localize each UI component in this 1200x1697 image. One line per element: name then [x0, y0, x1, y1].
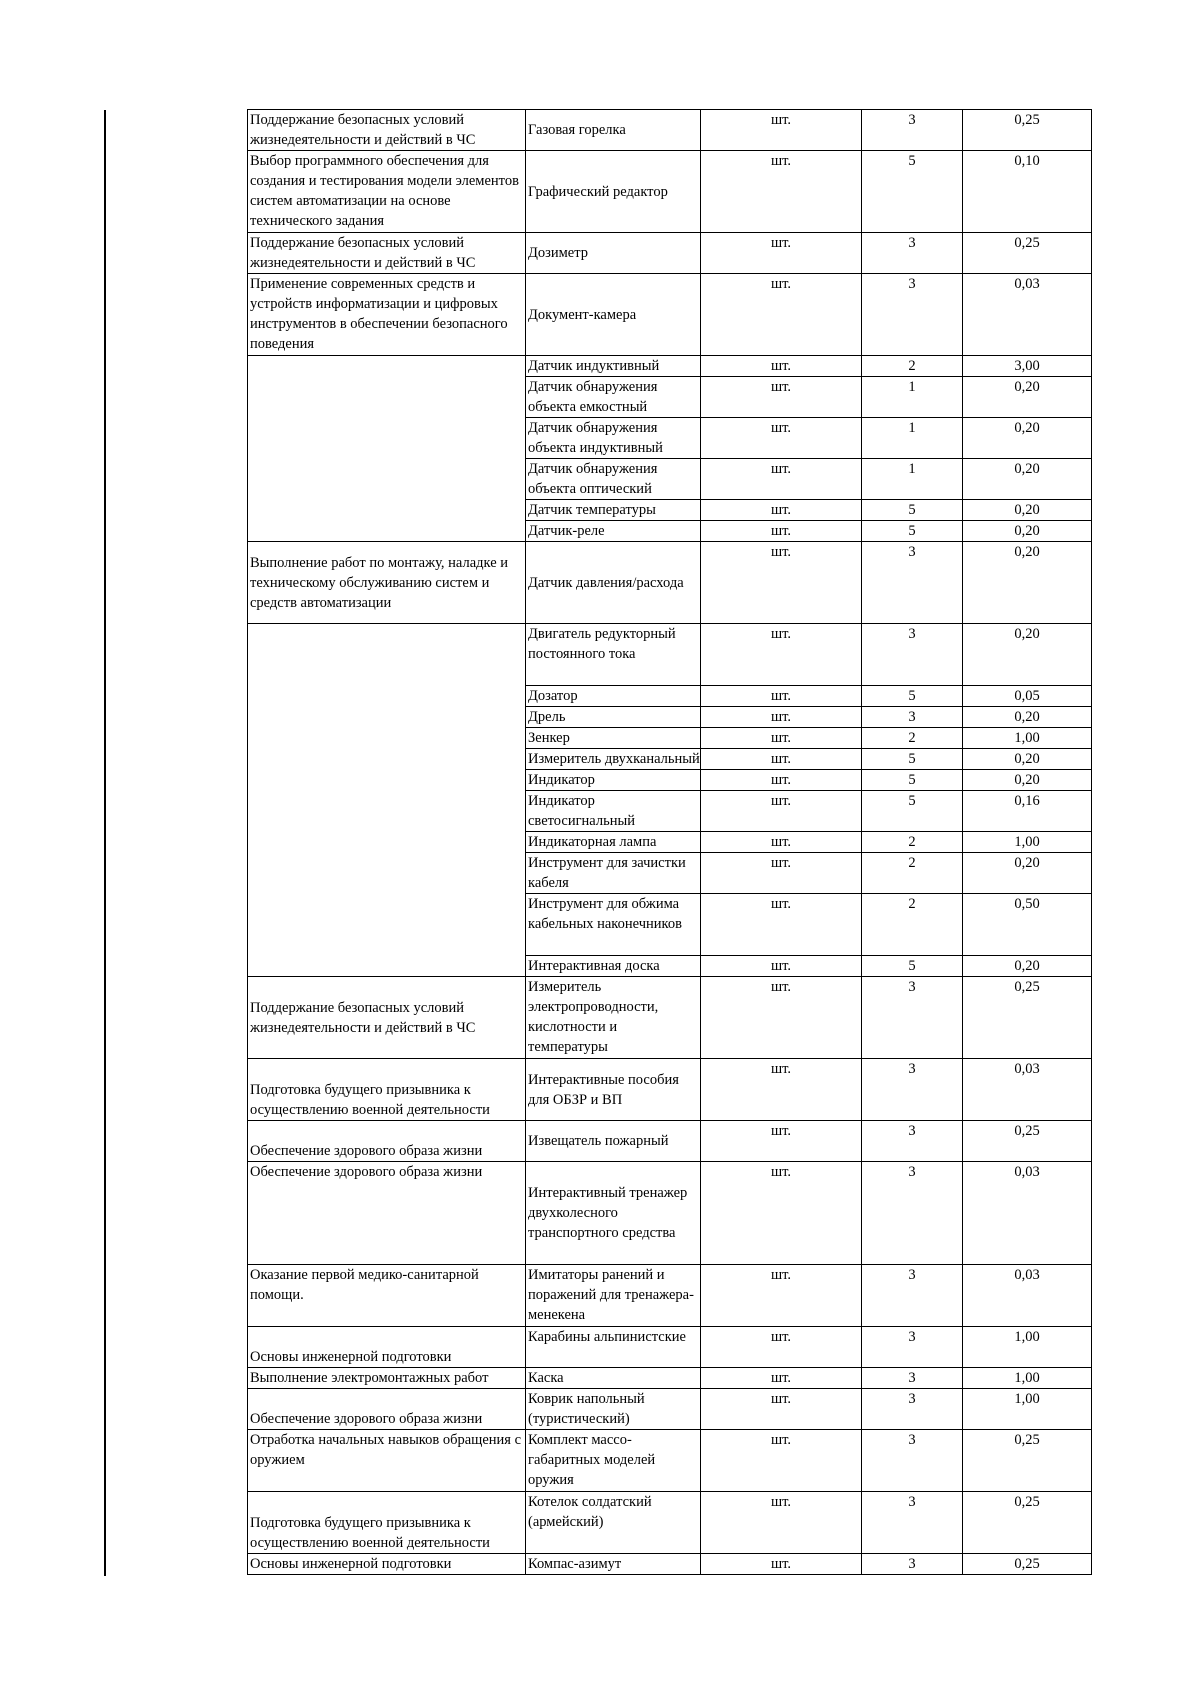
norm-cell: 0,20	[963, 770, 1092, 791]
unit-cell: шт.	[701, 791, 862, 832]
qty-cell: 3	[862, 707, 963, 728]
qty-cell: 3	[862, 1368, 963, 1389]
item-cell: Датчик обнаружения объекта емкостный	[526, 377, 701, 418]
item-cell: Индикатор светосигнальный	[526, 791, 701, 832]
item-cell: Датчик обнаружения объекта оптический	[526, 459, 701, 500]
item-cell: Карабины альпинистские	[526, 1327, 701, 1368]
table-row	[248, 1327, 1092, 1368]
activity-cell: Обеспечение здорового образа жизни	[248, 1162, 526, 1265]
equipment-table	[247, 109, 1092, 1575]
unit-cell: шт.	[701, 1554, 862, 1575]
qty-cell: 3	[862, 233, 963, 274]
table-row	[248, 274, 1092, 356]
unit-cell: шт.	[701, 770, 862, 791]
qty-cell: 3	[862, 1492, 963, 1554]
item-cell: Дозатор	[526, 686, 701, 707]
qty-cell: 3	[862, 1121, 963, 1162]
item-cell: Интерактивный тренажер двухколесного транспортного средства	[526, 1162, 701, 1265]
unit-cell: шт.	[701, 356, 862, 377]
item-cell: Измеритель электропроводности, кислотности и температуры	[526, 977, 701, 1059]
item-cell: Датчик давления/расхода	[526, 542, 701, 624]
norm-cell: 0,16	[963, 791, 1092, 832]
unit-cell: шт.	[701, 707, 862, 728]
norm-cell: 0,20	[963, 377, 1092, 418]
unit-cell: шт.	[701, 728, 862, 749]
qty-cell: 3	[862, 1389, 963, 1430]
qty-cell: 3	[862, 977, 963, 1059]
activity-cell: Отработка начальных навыков обращения с оружием	[248, 1430, 526, 1492]
norm-cell: 0,10	[963, 151, 1092, 233]
qty-cell: 1	[862, 418, 963, 459]
qty-cell: 3	[862, 1327, 963, 1368]
qty-cell: 3	[862, 624, 963, 686]
qty-cell: 5	[862, 151, 963, 233]
table-row	[248, 977, 1092, 1059]
norm-cell: 0,03	[963, 1162, 1092, 1265]
activity-cell: Подготовка будущего призывника к осуществлению военной деятельности	[248, 1492, 526, 1554]
qty-cell: 2	[862, 728, 963, 749]
norm-cell: 0,20	[963, 853, 1092, 894]
norm-cell: 0,25	[963, 110, 1092, 151]
item-cell: Инструмент для обжима кабельных наконечников	[526, 894, 701, 956]
unit-cell: шт.	[701, 1265, 862, 1327]
unit-cell: шт.	[701, 977, 862, 1059]
item-cell: Имитаторы ранений и поражений для тренажера-менекена	[526, 1265, 701, 1327]
norm-cell: 0,03	[963, 1265, 1092, 1327]
norm-cell: 0,03	[963, 274, 1092, 356]
qty-cell: 1	[862, 377, 963, 418]
activity-cell: Применение современных средств и устройств информатизации и цифровых инструментов в обеспечении безопасного поведения	[248, 274, 526, 356]
norm-cell: 0,25	[963, 233, 1092, 274]
item-cell: Инструмент для зачистки кабеля	[526, 853, 701, 894]
table-row	[248, 1265, 1092, 1327]
qty-cell: 5	[862, 956, 963, 977]
unit-cell: шт.	[701, 500, 862, 521]
item-cell: Измеритель двухканальный	[526, 749, 701, 770]
norm-cell: 0,20	[963, 542, 1092, 624]
table-row	[248, 1492, 1092, 1554]
item-cell: Извещатель пожарный	[526, 1121, 701, 1162]
activity-cell: Выбор программного обеспечения для создания и тестирования модели элементов систем автоматизации на основе технического задания	[248, 151, 526, 233]
norm-cell: 0,20	[963, 418, 1092, 459]
activity-cell: Основы инженерной подготовки	[248, 1327, 526, 1368]
qty-cell: 2	[862, 894, 963, 956]
norm-cell: 1,00	[963, 832, 1092, 853]
table-row	[248, 1162, 1092, 1265]
unit-cell: шт.	[701, 110, 862, 151]
activity-cell: Оказание первой медико-санитарной помощи.	[248, 1265, 526, 1327]
norm-cell: 0,25	[963, 1121, 1092, 1162]
unit-cell: шт.	[701, 233, 862, 274]
activity-cell: Поддержание безопасных условий жизнедеятельности и действий в ЧС	[248, 110, 526, 151]
qty-cell: 5	[862, 521, 963, 542]
table-row	[248, 542, 1092, 624]
qty-cell: 5	[862, 749, 963, 770]
norm-cell: 0,20	[963, 624, 1092, 686]
unit-cell: шт.	[701, 1327, 862, 1368]
activity-cell: Выполнение электромонтажных работ	[248, 1368, 526, 1389]
activity-cell: Обеспечение здорового образа жизни	[248, 1121, 526, 1162]
norm-cell: 1,00	[963, 1368, 1092, 1389]
unit-cell: шт.	[701, 151, 862, 233]
unit-cell: шт.	[701, 1121, 862, 1162]
item-cell: Интерактивные пособия для ОБЗР и ВП	[526, 1059, 701, 1121]
table-row	[248, 1059, 1092, 1121]
norm-cell: 0,20	[963, 459, 1092, 500]
unit-cell: шт.	[701, 1059, 862, 1121]
norm-cell: 0,20	[963, 707, 1092, 728]
unit-cell: шт.	[701, 894, 862, 956]
norm-cell: 3,00	[963, 356, 1092, 377]
item-cell: Документ-камера	[526, 274, 701, 356]
unit-cell: шт.	[701, 1430, 862, 1492]
norm-cell: 0,50	[963, 894, 1092, 956]
table-row	[248, 1554, 1092, 1575]
unit-cell: шт.	[701, 624, 862, 686]
norm-cell: 0,25	[963, 1492, 1092, 1554]
qty-cell: 5	[862, 791, 963, 832]
item-cell: Коврик напольный (туристический)	[526, 1389, 701, 1430]
unit-cell: шт.	[701, 1492, 862, 1554]
norm-cell: 0,20	[963, 956, 1092, 977]
unit-cell: шт.	[701, 749, 862, 770]
qty-cell: 3	[862, 1265, 963, 1327]
item-cell: Датчик температуры	[526, 500, 701, 521]
activity-cell: Выполнение работ по монтажу, наладке и техническому обслуживанию систем и средств автоматизации	[248, 542, 526, 624]
norm-cell: 0,20	[963, 500, 1092, 521]
norm-cell: 0,25	[963, 1430, 1092, 1492]
unit-cell: шт.	[701, 521, 862, 542]
unit-cell: шт.	[701, 274, 862, 356]
norm-cell: 0,03	[963, 1059, 1092, 1121]
qty-cell: 5	[862, 500, 963, 521]
activity-cell: Подготовка будущего призывника к осуществлению военной деятельности	[248, 1059, 526, 1121]
unit-cell: шт.	[701, 459, 862, 500]
item-cell: Зенкер	[526, 728, 701, 749]
left-margin-line	[104, 110, 106, 1576]
qty-cell: 5	[862, 770, 963, 791]
item-cell: Каска	[526, 1368, 701, 1389]
qty-cell: 3	[862, 1162, 963, 1265]
qty-cell: 3	[862, 274, 963, 356]
activity-cell: Обеспечение здорового образа жизни	[248, 1389, 526, 1430]
table-row	[248, 151, 1092, 233]
unit-cell: шт.	[701, 377, 862, 418]
unit-cell: шт.	[701, 1162, 862, 1265]
item-cell: Датчик индуктивный	[526, 356, 701, 377]
unit-cell: шт.	[701, 418, 862, 459]
norm-cell: 0,25	[963, 1554, 1092, 1575]
unit-cell: шт.	[701, 956, 862, 977]
item-cell: Индикаторная лампа	[526, 832, 701, 853]
qty-cell: 2	[862, 853, 963, 894]
table-body	[248, 110, 1092, 1575]
item-cell: Комплект массо-габаритных моделей оружия	[526, 1430, 701, 1492]
norm-cell: 0,25	[963, 977, 1092, 1059]
table-row	[248, 1121, 1092, 1162]
table-row	[248, 1368, 1092, 1389]
item-cell: Котелок солдатский (армейский)	[526, 1492, 701, 1554]
norm-cell: 0,05	[963, 686, 1092, 707]
activity-cell: Поддержание безопасных условий жизнедеятельности и действий в ЧС	[248, 977, 526, 1059]
item-cell: Газовая горелка	[526, 110, 701, 151]
activity-cell: Поддержание безопасных условий жизнедеятельности и действий в ЧС	[248, 233, 526, 274]
item-cell: Индикатор	[526, 770, 701, 791]
qty-cell: 3	[862, 542, 963, 624]
qty-cell: 3	[862, 1059, 963, 1121]
qty-cell: 2	[862, 832, 963, 853]
activity-cell	[248, 356, 526, 542]
unit-cell: шт.	[701, 542, 862, 624]
item-cell: Дозиметр	[526, 233, 701, 274]
activity-cell: Основы инженерной подготовки	[248, 1554, 526, 1575]
unit-cell: шт.	[701, 1389, 862, 1430]
item-cell: Графический редактор	[526, 151, 701, 233]
norm-cell: 1,00	[963, 1327, 1092, 1368]
activity-cell	[248, 624, 526, 977]
qty-cell: 3	[862, 110, 963, 151]
unit-cell: шт.	[701, 686, 862, 707]
table-row	[248, 356, 1092, 377]
norm-cell: 0,20	[963, 749, 1092, 770]
table-row	[248, 233, 1092, 274]
unit-cell: шт.	[701, 832, 862, 853]
table-row	[248, 624, 1092, 686]
item-cell: Компас-азимут	[526, 1554, 701, 1575]
item-cell: Дрель	[526, 707, 701, 728]
table-row	[248, 1389, 1092, 1430]
qty-cell: 3	[862, 1554, 963, 1575]
unit-cell: шт.	[701, 853, 862, 894]
qty-cell: 2	[862, 356, 963, 377]
norm-cell: 1,00	[963, 1389, 1092, 1430]
unit-cell: шт.	[701, 1368, 862, 1389]
table-row	[248, 110, 1092, 151]
qty-cell: 5	[862, 686, 963, 707]
qty-cell: 1	[862, 459, 963, 500]
item-cell: Интерактивная доска	[526, 956, 701, 977]
item-cell: Датчик-реле	[526, 521, 701, 542]
item-cell: Датчик обнаружения объекта индуктивный	[526, 418, 701, 459]
norm-cell: 0,20	[963, 521, 1092, 542]
table-row	[248, 1430, 1092, 1492]
norm-cell: 1,00	[963, 728, 1092, 749]
item-cell: Двигатель редукторный постоянного тока	[526, 624, 701, 686]
qty-cell: 3	[862, 1430, 963, 1492]
